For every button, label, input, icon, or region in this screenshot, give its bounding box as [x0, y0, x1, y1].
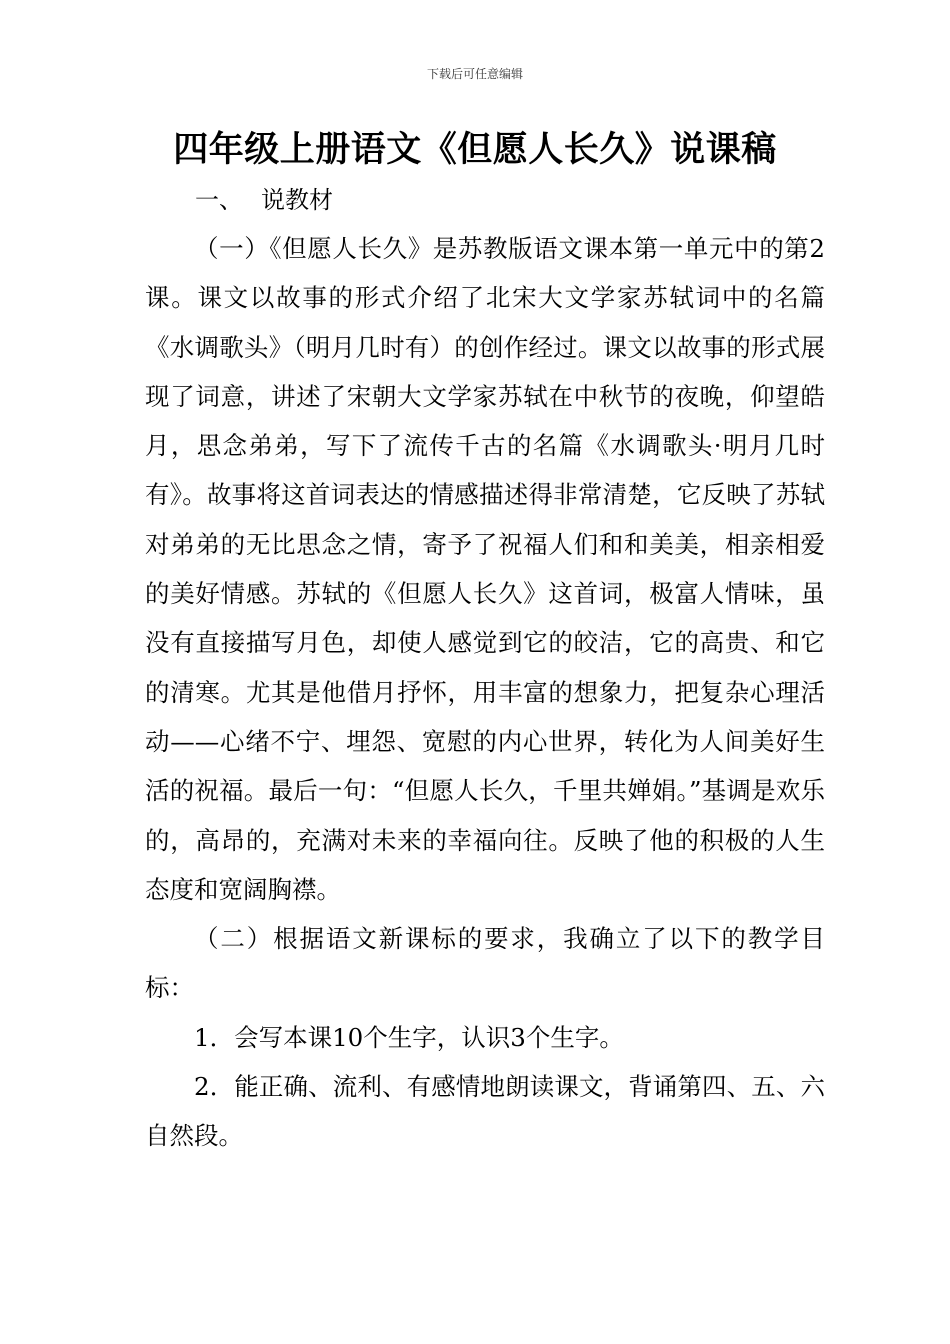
paragraph-textbook-analysis: （一）《但愿人长久》是苏教版语文课本第一单元中的第2课。课文以故事的形式介绍了北宋大文学家苏轼词中的名篇《水调歌头》（明月几时有）的创作经过。课文以故事的形式展现了词意，讲述了宋朝大文学家苏轼在中秋节的夜晚，仰望皓月，思念弟弟，写下了流传千古的名篇《水调歌头·明月几时有》。故事将这首词表达的情感描述得非常清楚，它反映了苏轼对弟弟的无比思念之情，寄予了祝福人们和和美美，相亲相爱的美好情感。苏轼的《但愿人长久》这首词，极富人情味，虽没有直接描写月色，却使人感觉到它的皎洁，它的高贵、和它的清寒。尤其是他借月抒怀，用丰富的想象力，把复杂心理活动——心绪不宁、埋怨、宽慰的内心世界，转化为人间美好生活的祝福。最后一句：“但愿人长久，千里共婵娟。”基调是欢乐的，高昂的，充满对未来的幸福向往。反映了他的积极的人生态度和宽阔胸襟。: [145, 234, 825, 904]
paragraph-goal-1: 1．会写本课10个生字，认识3个生字。: [194, 1022, 624, 1052]
document-title: 四年级上册语文《但愿人长久》说课稿: [173, 130, 777, 170]
section-heading-text: 说教材: [261, 186, 333, 214]
section-number: 一、: [195, 186, 243, 214]
paragraph-goal-2: 2．能正确、流利、有感情地朗读课文，背诵第四、五、六自然段。: [145, 1072, 825, 1151]
paragraph-teaching-goals-intro: （二）根据语文新课标的要求，我确立了以下的教学目标：: [145, 924, 825, 1003]
body-text: [145, 224, 825, 1161]
header-note: 下载后可任意编辑: [426, 67, 523, 81]
section-heading: [195, 180, 333, 220]
